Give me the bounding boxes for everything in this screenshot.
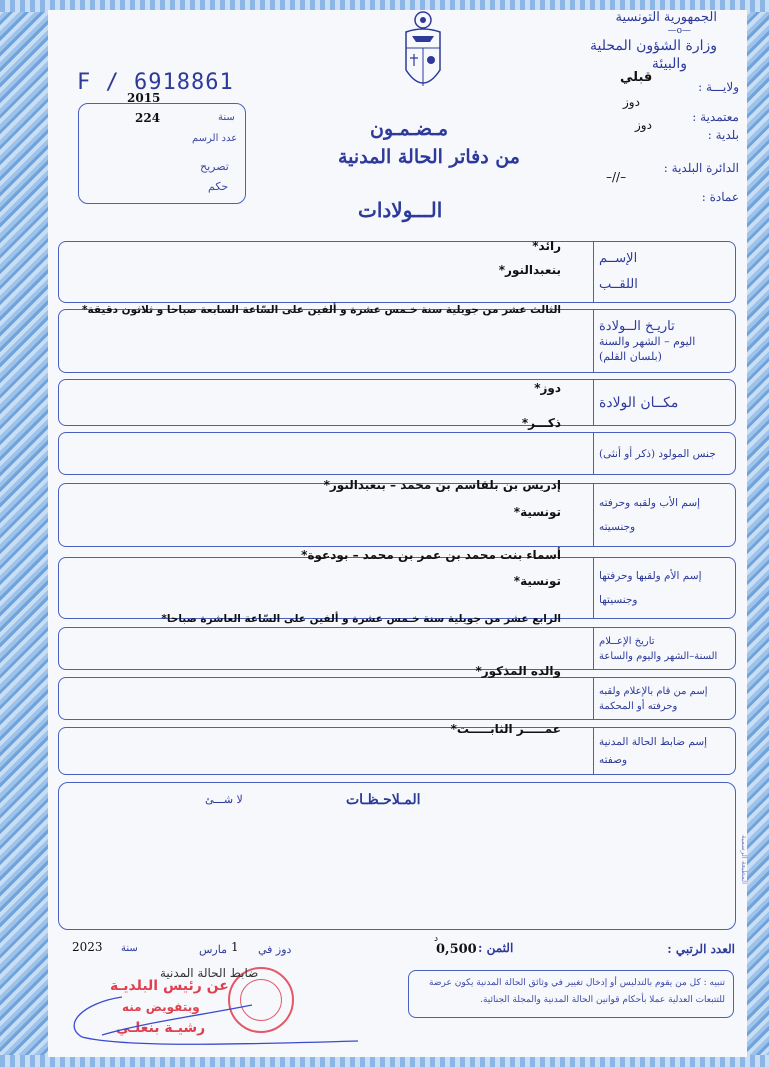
governorate-value: قبلي [620,70,653,85]
delegation-label: معتمدية : [692,110,739,124]
header-separator: —o— [667,26,691,36]
ministry-title: وزارة الشؤون المحلية [590,38,717,54]
republic-title: الجمهورية التونسية [615,10,717,25]
sex-label: جنس المولود (ذكر أو أنثى) [599,447,716,460]
sector-label: عمادة : [701,190,739,204]
title-births: الـــولادات [358,198,443,222]
surname-label: اللقــب [599,277,638,292]
row-name [58,241,736,303]
sex-value: ذكـــر* [521,416,561,430]
registry-year-value: 2015 [127,91,161,105]
row-mother [58,557,736,619]
surname-value: بنعبدالنور* [498,263,561,277]
declaration-date-label: تاريخ الإعــلام [599,635,655,647]
row-declaration-date [58,627,736,670]
printer-imprint: المطبعة الرسمية [740,835,748,885]
birth-date-value: الثالث عشر من جويلية سنة خـمس عشرة و ألفين على السّاعة السابعة صباحا و ثلاثون دقيقة* [82,304,561,316]
signature-scribble [62,985,362,1055]
father-nationality-value: تونسية* [513,505,561,519]
municipal-circle-label: الدائرة البلدية : [663,161,739,175]
declarant-label: إسم من قام بالإعلام ولقبه [599,685,708,697]
title-extract: مـضـمـون [370,118,449,140]
row-sex [58,432,736,475]
birth-date-note: (بلسان القلم) [599,349,662,363]
registry-year-label: سنة [218,112,235,123]
municipal-circle-value: –//– [606,170,627,184]
coat-of-arms-icon [402,8,444,98]
serial-number-label: العدد الرتبي : [667,942,735,956]
birth-place-value: دوز* [534,381,561,395]
row-father [58,483,736,547]
legal-warning-line-2: للتتبعات العدلية عملا بأحكام قوانين الحالة المدنية والمجلة الجنائية. [480,995,725,1005]
declarant-value: والده المذكور* [475,664,561,678]
row-declarant [58,677,736,720]
ministry-title-2: والبيئة [651,56,687,72]
delegation-value: دوز [623,95,640,109]
birth-place-label: مكــان الولادة [599,394,679,411]
legal-warning-box [408,970,734,1018]
row-birth-date [58,309,736,373]
price-value: 0,500 [436,942,477,957]
title-civil-registry: من دفاتر الحالة المدنية [338,146,520,168]
birth-date-label: تاريـخ الــولادة [599,318,675,334]
mother-value: أسماء بنت محمد بن عمر بن محمد – بودعوة* [301,548,561,562]
declaration-label: تصريح [200,160,229,173]
document-serial-number: F / 6918861 [77,70,234,95]
registry-number-value: 224 [135,111,161,125]
issue-year-label: سنة [121,943,138,954]
decorative-border-left [0,0,48,1067]
officer-sublabel: وصفته [599,754,628,766]
governorate-label: ولايـــة : [698,80,739,94]
officer-title: ضابط الحالة المدنية [160,966,259,980]
row-birth-place [58,379,736,426]
father-label-nationality: وجنسيته [599,521,636,533]
stamp-line-2: وبتفويض منه [122,1000,200,1014]
legal-warning-line-1: تنبيه : كل من يقوم بالتدليس أو إدخال تغيير في وثائق الحالة المدنية يكون عرضة [429,978,725,988]
birth-date-sublabel: اليوم – الشهر والسنة [599,334,696,348]
municipality-label: بلدية : [707,128,739,142]
declaration-date-sublabel: السنة–الشهر واليوم والساعة [599,650,718,662]
issue-day: 1 [231,940,239,954]
row-officer [58,727,736,775]
declaration-date-value: الرابع عشر من جويلية سنة خـمس عشرة و ألفين على السّاعة العاشرة صباحا* [161,613,561,625]
price-label: الثمن : [478,941,514,955]
mother-label-nationality: وجنسيتها [599,594,638,606]
price-unit: د [434,934,439,944]
registry-number-label: عدد الرسم [192,133,238,144]
notes-label: المـلاحـظـات [346,792,421,808]
mother-label: إسم الأم ولقبها وحرفتها [599,570,702,582]
municipality-value: دوز [635,118,652,132]
mother-nationality-value: تونسية* [513,574,561,588]
issue-month: مارس [199,943,227,956]
notes-value: لا شـــئ [205,793,243,806]
issue-place: دوز في [258,943,292,956]
stamp-line-1: عن رئيس البلديـة [110,978,229,994]
stamp-line-3: رشيـة بنعلـي [116,1020,206,1036]
name-value: رائد* [532,239,561,253]
officer-label: إسم ضابط الحالة المدنية [599,736,708,748]
judgment-label: حكم [208,180,229,193]
issue-year: 2023 [72,940,103,954]
declarant-sublabel: وحرفته أو المحكمة [599,700,678,712]
father-value: إدريس بن بلقاسم بن محمد – بنعبدالنور* [323,478,561,492]
officer-value: عمـــــر الثابـــــت* [450,722,561,736]
name-label: الإســم [599,251,638,266]
father-label: إسم الأب ولقبه وحرفته [599,497,701,509]
decorative-border-right [747,0,769,1067]
